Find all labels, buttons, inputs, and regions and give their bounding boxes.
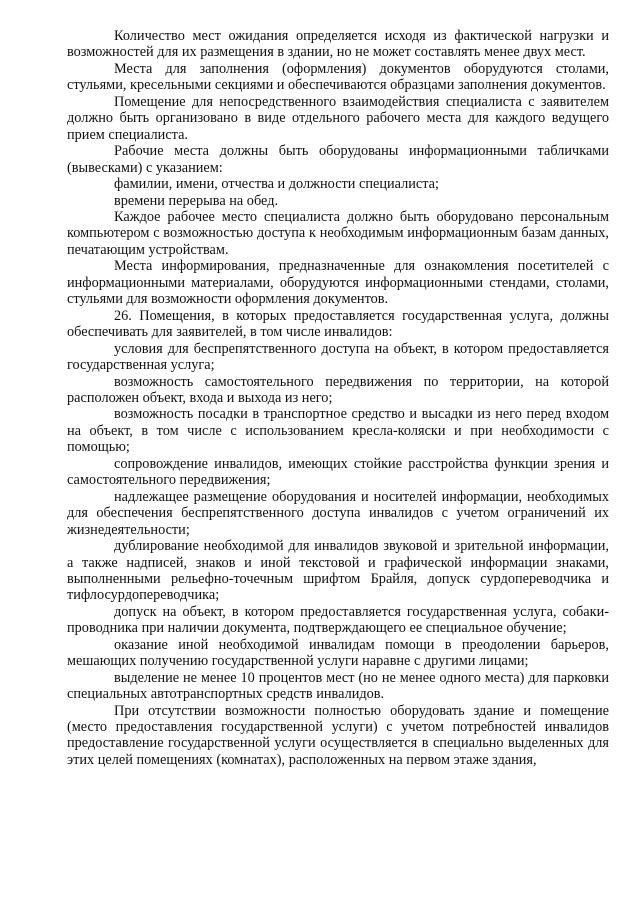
paragraph-workplace-signs: Рабочие места должны быть оборудованы информационными табличками (вывесками) с указанием: — [67, 143, 609, 176]
paragraph-other-assistance: оказание иной необходимой инвалидам помощи в преодолении барьеров, мешающих получению государственной услуги наравне с другими лицами; — [67, 636, 609, 670]
paragraph-alternative-premises: При отсутствии возможности полностью оборудовать здание и помещение (место предоставления государственной услуги) с учетом потребностей инвалидов предоставление государственной услуги осуществляется в специально выделенных для этих целей помещениях (комнатах), расположенных на первом этаже здания, — [67, 702, 609, 768]
paragraph-information-places: Места информирования, предназначенные для ознакомления посетителей с информационными материалами, оборудуются информационными стендами, столами, стульями для возможности оформления документов. — [67, 258, 609, 308]
paragraph-form-filling-places: Места для заполнения (оформления) документов оборудуются столами, стульями, кресельными секциями и обеспечиваются образцами заполнения документов. — [67, 60, 609, 94]
paragraph-vehicle-boarding: возможность посадки в транспортное средство и высадки из него перед входом на объект, в том числе с использованием кресла-коляски и при необходимости с помощью; — [67, 406, 609, 456]
paragraph-escort: сопровождение инвалидов, имеющих стойкие расстройства функции зрения и самостоятельного передвижения; — [67, 455, 609, 489]
paragraph-independent-movement: возможность самостоятельного передвижения по территории, на которой расположен объект, входа и выхода из него; — [67, 373, 609, 406]
paragraph-access-conditions: условия для беспрепятственного доступа на объект, в котором предоставляется государственная услуга; — [67, 340, 609, 374]
paragraph-waiting-seats: Количество мест ожидания определяется исходя из фактической нагрузки и возможностей для их размещения в здании, но не может составлять менее двух мест. — [67, 28, 609, 61]
paragraph-equipment-placement: надлежащее размещение оборудования и носителей информации, необходимых для обеспечения беспрепятственного доступа инвалидов с учетом ограничений их жизнедеятельности; — [67, 488, 609, 538]
paragraph-sign-name: фамилии, имени, отчества и должности специалиста; — [114, 176, 439, 193]
paragraph-parking: выделение не менее 10 процентов мест (но не менее одного места) для парковки специальных автотранспортных средств инвалидов. — [67, 669, 609, 703]
paragraph-information-duplication: дублирование необходимой для инвалидов звуковой и зрительной информации, а также надписей, знаков и иной текстовой и графической информации знаками, выполненными рельефно-точечным шрифтом Брайля, допуск сурдопереводчика и тифлосурдопереводчика; — [67, 538, 609, 604]
paragraph-guide-dog: допуск на объект, в котором предоставляется государственная услуга, собаки-проводника при наличии документа, подтверждающего ее специальное обучение; — [67, 603, 609, 637]
paragraph-interaction-room: Помещение для непосредственного взаимодействия специалиста с заявителем должно быть организовано в виде отдельного рабочего места для каждого ведущего прием специалиста. — [67, 93, 609, 143]
document-body — [67, 28, 609, 768]
paragraph-workplace-computer: Каждое рабочее место специалиста должно быть оборудовано персональным компьютером с возможностью доступа к необходимым информационным базам данных, печатающим устройствам. — [67, 208, 609, 258]
paragraph-section-26: 26. Помещения, в которых предоставляется государственная услуга, должны обеспечивать для заявителей, в том числе инвалидов: — [67, 307, 609, 341]
paragraph-sign-break: времени перерыва на обед. — [114, 192, 279, 209]
